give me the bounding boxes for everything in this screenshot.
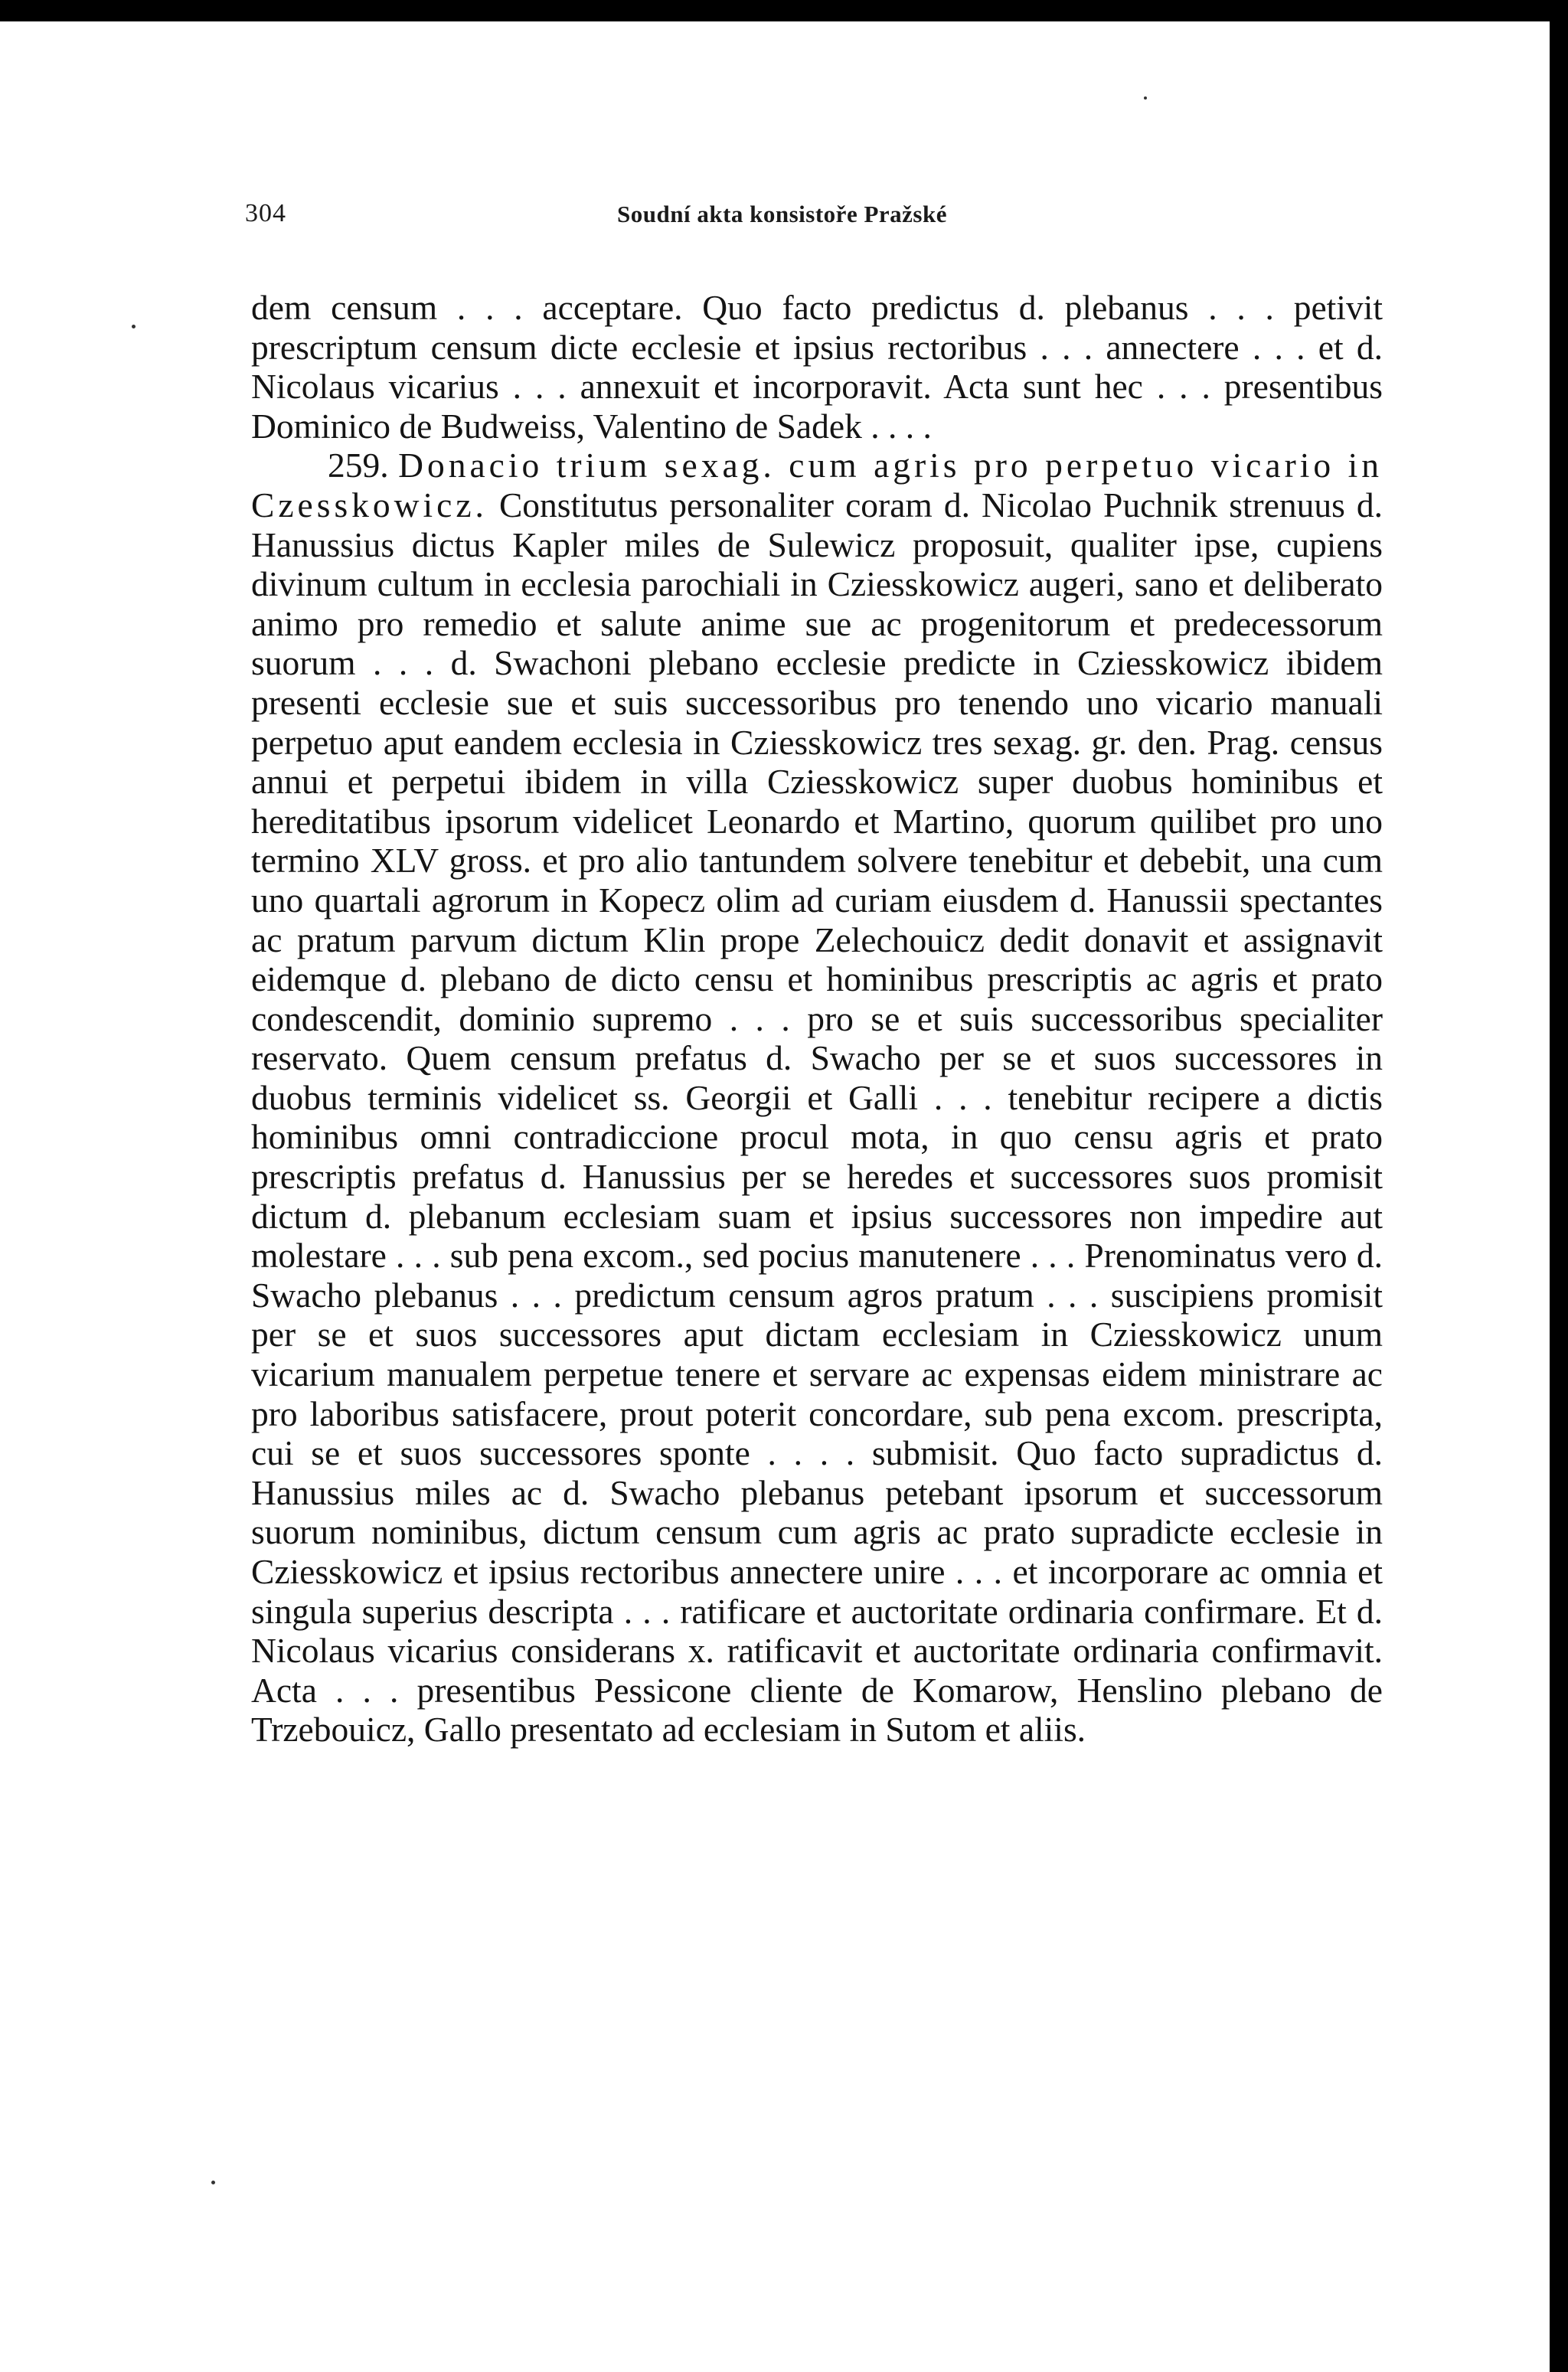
entry-259 — [251, 446, 1383, 1750]
running-title: Soudní akta konsistoře Pražské — [617, 201, 947, 227]
entry-text: Constitutus personaliter coram d. Nicolao Puchnik strenuus d. Hanussius dictus Kapler miles de Sulewicz proposuit, qualiter ipse, cupiens divinum cultum in ecclesia parochiali in Cziesskowicz augeri, sano et deliberato animo pro remedio et salute anime sue ac progenitorum et predecessorum suorum . . . d. Swachoni plebano ecclesie predicte in Cziesskowicz ibidem presenti ecclesie sue et suis successoribus pro tenendo uno vicario manuali perpetuo aput eandem ecclesia in Cziesskowicz tres sexag. gr. den. Prag. census annui et perpetui ibidem in villa Cziesskowicz super duobus hominibus et hereditatibus ipsorum videlicet Leonardo et Martino, quorum quilibet pro uno termino XLV gross. et pro alio tantundem solvere tenebitur et debebit, una cum uno quartali agrorum in Kopecz olim ad curiam eiusdem d. Hanussii spectantes ac pratum parvum dictum Klin prope Zelechouicz dedit donavit et assignavit eidemque d. plebano de dicto censu et hominibus prescriptis ac agris et prato condescendit, dominio supremo . . . pro se et suis successoribus specialiter reservato. Quem censum prefatus d. Swacho per se et suos successores in duobus terminis videlicet ss. Georgii et Galli . . . tenebitur recipere a dictis hominibus omni contradiccione procul mota, in quo censu agris et prato prescriptis prefatus d. Hanussius per se heredes et successores suos promisit dictum d. plebanum ecclesiam suam et ipsius successores non impedire aut molestare . . . sub pena excom., sed pocius manutenere . . . Prenominatus vero d. Swacho plebanus . . . predictum censum agros pratum . . . suscipiens promisit per se et suos successores aput dictam ecclesiam in Cziesskowicz unum vicarium manualem perpetue tenere et servare ac expensas eidem ministrare ac pro laboribus satisfacere, prout poterit concordare, sub pena excom. prescripta, cui se et suos successores sponte . . . . submisit. Quo facto supradictus d. Hanussius miles ac d. Swacho plebanus petebant ipsorum et successorum suorum nominibus, dictum censum cum agris ac prato supradicte ecclesie in Cziesskowicz et ipsius rectoribus annectere unire . . . et incorporare ac omnia et singula superius descripta . . . ratificare et auctoritate ordinaria confirmare. Et d. Nicolaus vicarius considerans x. ratificavit et auctoritate ordinaria confirmavit. Acta . . . presentibus Pessicone cliente de Komarow, Henslino plebano de Trzebouicz, Gallo presentato ad ecclesiam in Sutom et aliis. — [251, 485, 1383, 1750]
page-number: 304 — [245, 199, 286, 227]
continuation-paragraph: dem censum . . . acceptare. Quo facto predictus d. plebanus . . . petivit prescriptum censum dicte ecclesie et ipsius rectoribus . . . annectere . . . et d. Nicolaus vicarius . . . annexuit et incorporavit. Acta sunt hec . . . presentibus Dominico de Budweiss, Valentino de Sadek . . . . — [251, 288, 1383, 446]
document-page — [0, 21, 1550, 2372]
scan-speck — [211, 2181, 215, 2184]
entry-heading: Donacio trium sexag. cum agris pro perpetuo vicario in Czesskowicz. — [251, 446, 1383, 524]
scan-speck — [132, 325, 136, 328]
running-head — [0, 199, 1550, 245]
entry-number: 259. — [328, 446, 389, 485]
scan-speck — [1144, 96, 1147, 100]
body-text — [251, 288, 1383, 1750]
